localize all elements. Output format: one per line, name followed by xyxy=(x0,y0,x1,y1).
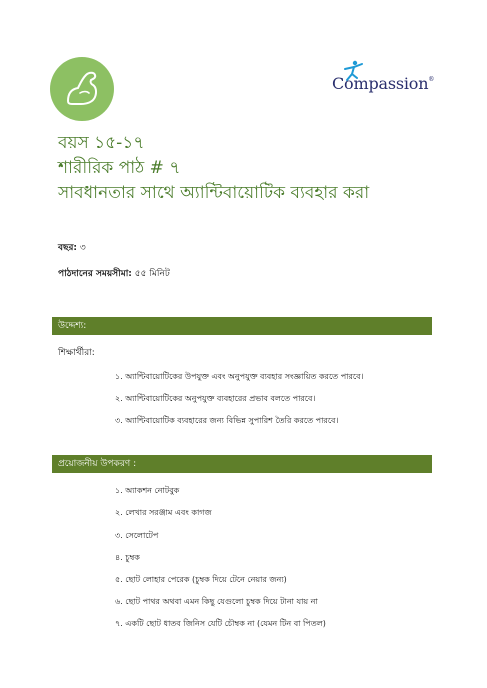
material-item: ৪. চুম্বক xyxy=(115,553,140,562)
meta-duration xyxy=(58,266,170,281)
material-item: ৭. একটি ছোট ধাতব জিনিস যেটি চৌম্বক না (যেমন টিন বা পিতল) xyxy=(115,619,326,628)
meta-year xyxy=(58,240,86,255)
flexed-arm-icon xyxy=(50,57,114,121)
strength-badge xyxy=(50,57,114,121)
lesson-title: সাবধানতার সাথে অ্যান্টিবায়োটিক ব্যবহার করা xyxy=(58,183,370,203)
lesson-number: শারীরিক পাঠ # ৭ xyxy=(58,158,181,178)
materials-heading: প্রয়োজনীয় উপকরণ : xyxy=(52,455,432,473)
objective-item: ৩. অ্যান্টিবায়োটিক ব্যবহারের জন্য বিভিন্ন সুপারিশ তৈরি করতে পারবে। xyxy=(115,416,339,425)
meta-year-value: ৩ xyxy=(79,243,86,253)
material-item: ২. লেখার সরঞ্জাম এবং কাগজ xyxy=(115,508,212,517)
compassion-logo xyxy=(328,60,436,100)
learners-intro: শিক্ষার্থীরা: xyxy=(58,348,95,358)
meta-year-label: বছর: xyxy=(58,243,78,253)
material-item: ৬. ছোট পাথর অথবা এমন কিছু যেগুলো চুম্বক দিয়ে টানা যায় না xyxy=(115,597,318,606)
material-item: ৫. ছোট লোহার পেরেক (চুম্বক দিয়ে টেনে নেয়ার জন্য) xyxy=(115,575,287,584)
meta-duration-value: ৫৫ মিনিট xyxy=(134,269,170,279)
age-range: বয়স ১৫-১৭ xyxy=(58,133,145,153)
objective-item: ১. অ্যান্টিবায়োটিকের উপযুক্ত এবং অনুপযুক্ত ব্যবহার সংজ্ঞায়িত করতে পারবে। xyxy=(115,372,364,381)
meta-duration-label: পাঠদানের সময়সীমা: xyxy=(58,269,132,279)
objectives-heading: উদ্দেশ্য: xyxy=(52,317,432,335)
material-item: ৩. সেলোটেপ xyxy=(115,531,159,540)
logo-wordmark: Compassion® xyxy=(332,74,435,93)
objective-item: ২. অ্যান্টিবায়োটিকের অনুপযুক্ত ব্যবহারের প্রভাব বলতে পারবে। xyxy=(115,394,316,403)
material-item: ১. অ্যাকশন নোটবুক xyxy=(115,486,180,495)
